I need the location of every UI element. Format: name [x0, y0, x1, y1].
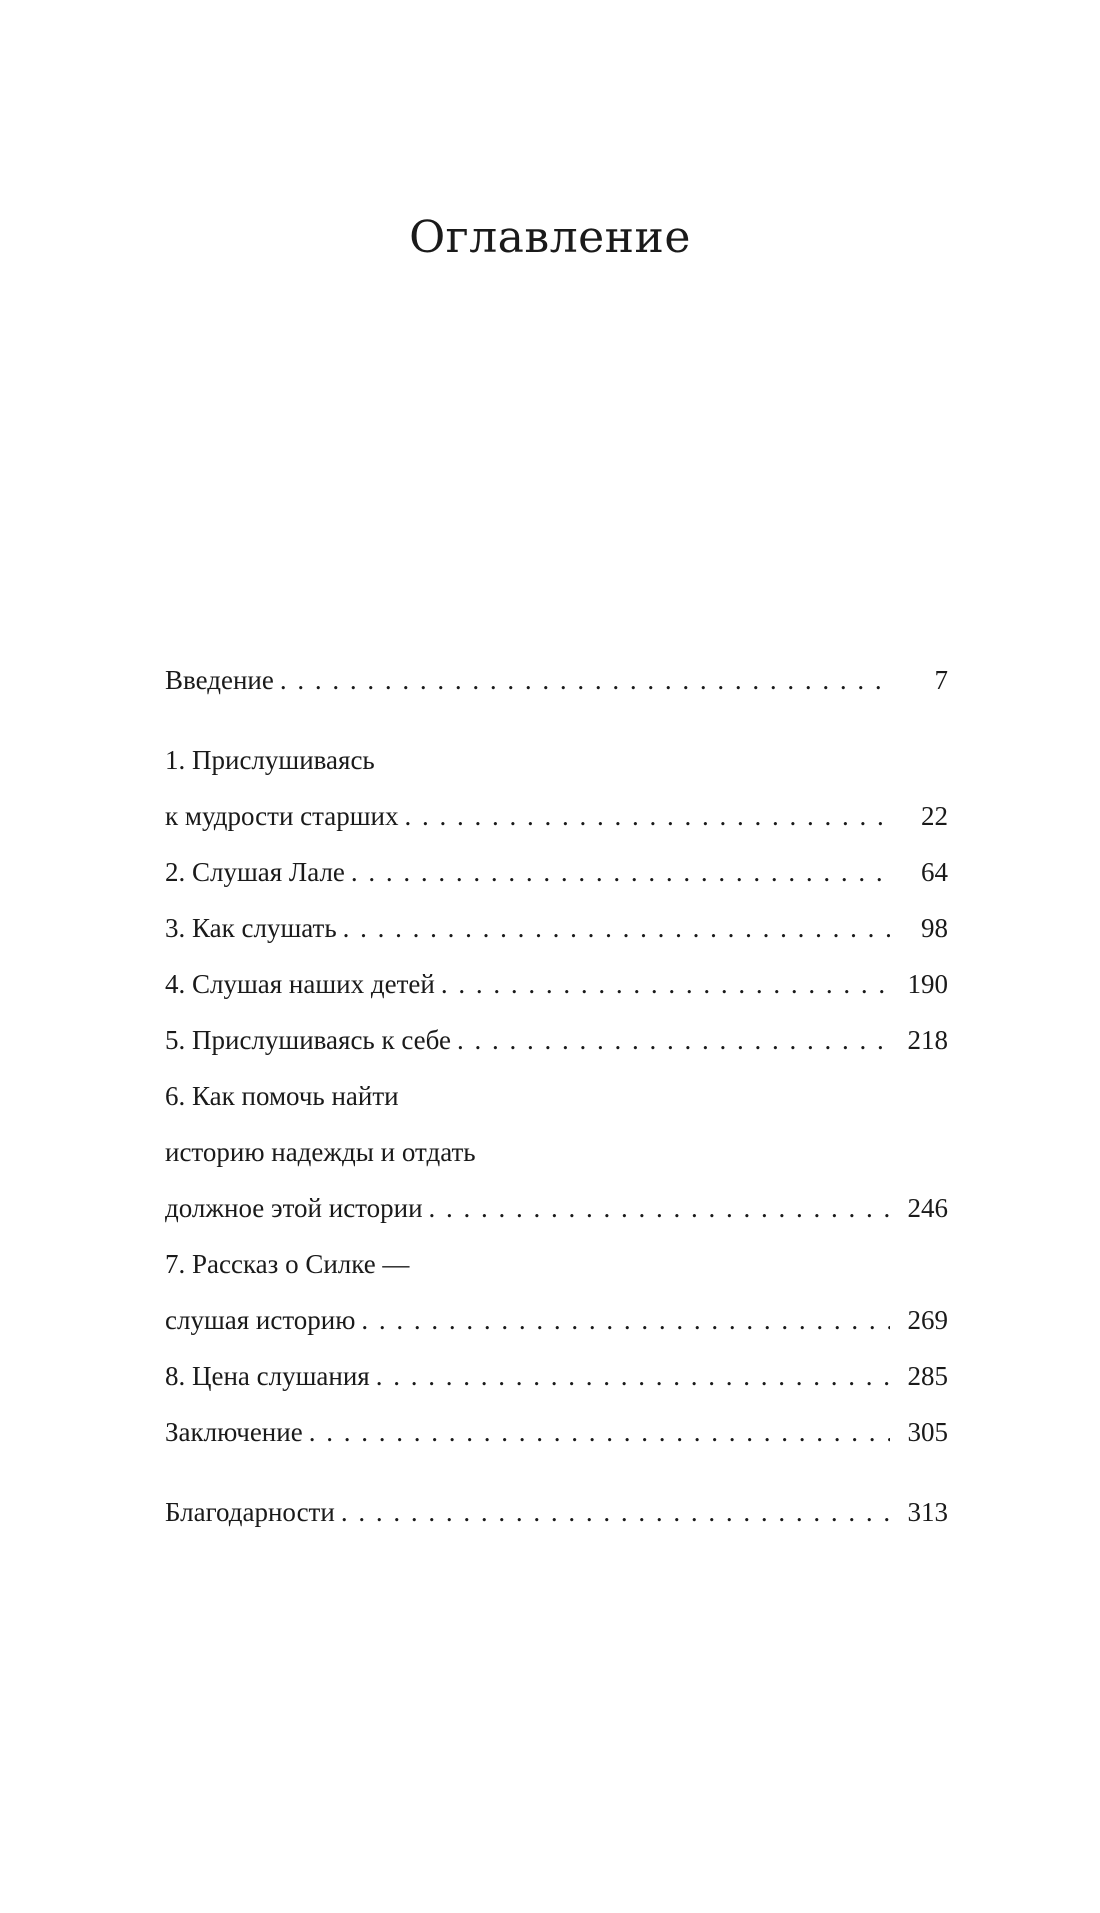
toc-entry-chapter-5[interactable]	[165, 1012, 948, 1068]
toc-entry-page: 269	[907, 1305, 948, 1335]
dot-leader	[404, 788, 890, 844]
toc-entry-page: 98	[921, 913, 948, 943]
toc-entry-chapter-8[interactable]	[165, 1348, 948, 1404]
toc-entry-conclusion[interactable]	[165, 1404, 948, 1460]
dot-leader	[309, 1404, 890, 1460]
toc-entry-chapter-4[interactable]	[165, 956, 948, 1012]
dot-leader	[376, 1348, 890, 1404]
toc-entry-page: 22	[921, 801, 948, 831]
dot-leader	[280, 652, 890, 708]
toc-entry-page: 246	[907, 1193, 948, 1223]
dot-leader	[457, 1012, 890, 1068]
toc-entry-title-continued: историю надежды и отдать	[165, 1137, 476, 1167]
toc-entry-title-continued: к мудрости старших	[165, 801, 399, 831]
toc-entry-title: 2. Слушая Лале	[165, 857, 345, 887]
toc-entry-acknowledgements[interactable]	[165, 1484, 948, 1540]
toc-entry-chapter-2[interactable]	[165, 844, 948, 900]
dot-leader	[429, 1180, 890, 1236]
toc-entry-chapter-6[interactable]	[165, 1068, 948, 1236]
toc-entry-title: Введение	[165, 665, 274, 695]
toc-entry-page: 218	[907, 1025, 948, 1055]
toc-entry-title-continued: должное этой истории	[165, 1193, 423, 1223]
dot-leader	[361, 1292, 890, 1348]
toc-entry-title-continued: слушая историю	[165, 1305, 356, 1335]
toc-entry-title: Благодарности	[165, 1497, 335, 1527]
toc-entry-page: 313	[907, 1497, 948, 1527]
toc-entry-chapter-1[interactable]	[165, 732, 948, 844]
toc-entry-page: 64	[921, 857, 948, 887]
toc-entry-title: 8. Цена слушания	[165, 1361, 370, 1391]
dot-leader	[343, 900, 890, 956]
toc-entry-chapter-3[interactable]	[165, 900, 948, 956]
dot-leader	[441, 956, 890, 1012]
dot-leader	[341, 1484, 890, 1540]
toc-entry-chapter-7[interactable]	[165, 1236, 948, 1348]
toc-entry-page: 7	[934, 665, 948, 695]
toc-entry-title: 7. Рассказ о Силке —	[165, 1249, 410, 1279]
toc-entry-title: 5. Прислушиваясь к себе	[165, 1025, 452, 1055]
page-title: Оглавление	[409, 212, 691, 263]
toc-entry-page: 190	[907, 969, 948, 999]
toc-entry-title: Заключение	[165, 1417, 303, 1447]
toc-entry-title: 6. Как помочь найти	[165, 1081, 399, 1111]
toc-entry-page: 285	[907, 1361, 948, 1391]
toc-entry-title: 1. Прислушиваясь	[165, 745, 375, 775]
toc-entry-title: 3. Как слушать	[165, 913, 337, 943]
toc-entry-page: 305	[907, 1417, 948, 1447]
table-of-contents	[165, 652, 948, 1540]
toc-entry-title: 4. Слушая наших детей	[165, 969, 435, 999]
dot-leader	[351, 844, 890, 900]
toc-entry-introduction[interactable]	[165, 652, 948, 708]
